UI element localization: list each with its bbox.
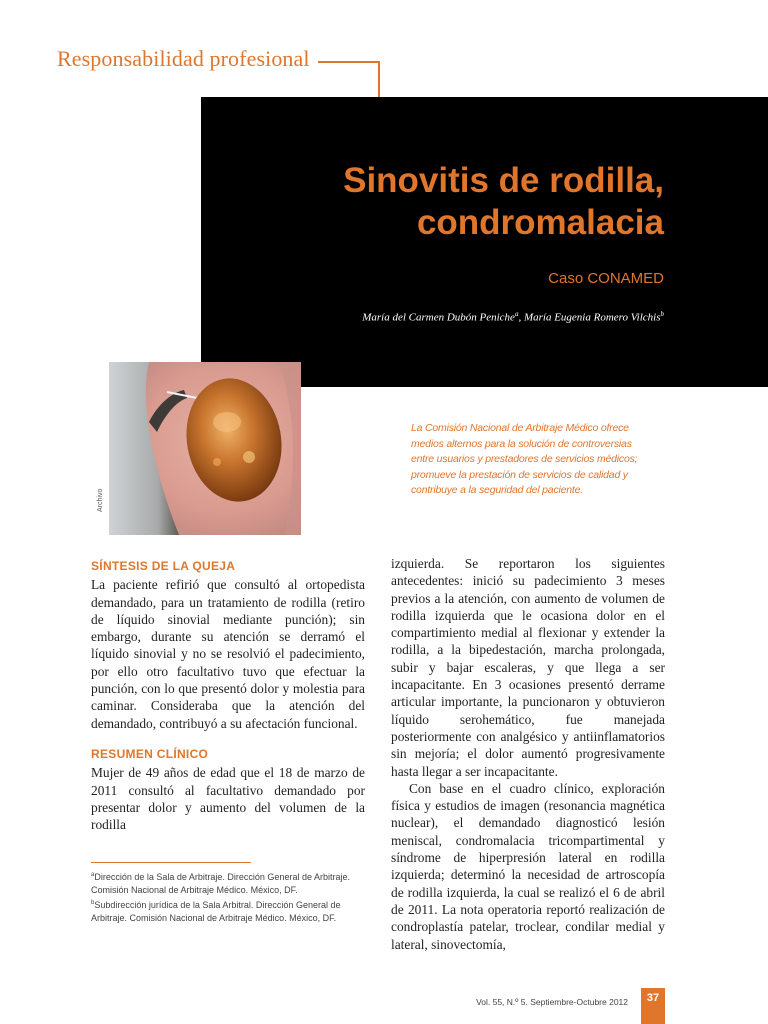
- title-line-1: Sinovitis de rodilla,: [343, 161, 664, 200]
- article-subtitle: Caso CONAMED: [548, 270, 664, 287]
- footnote-b-text: Subdirección jurídica de la Sala Arbitral. Dirección General de Arbitraje. Comisión Nacional de Arbitraje Médico. México, DF.: [91, 900, 341, 923]
- pull-quote: [411, 421, 651, 499]
- title-line-2: condromalacia: [416, 203, 664, 242]
- pull-quote-text: La Comisión Nacional de Arbitraje Médico ofrece medios alternos para la solución de controversias entre usuarios y prestadores de servicios médicos; promueve la prestación de servicios de calidad y contribuye a la seguridad del paciente.: [411, 422, 638, 496]
- author-line: [362, 310, 664, 324]
- section-label: Responsabilidad profesional: [57, 46, 310, 71]
- footnote-a: [91, 869, 371, 897]
- section-rule-vertical: [378, 61, 380, 97]
- footnote-a-text: Dirección de la Sala de Arbitraje. Dirección General de Arbitraje. Comisión Nacional de Arbitraje Médico. México, DF.: [91, 872, 350, 895]
- author-1-affiliation: a: [514, 310, 519, 318]
- author-1: María del Carmen Dubón Peniche: [362, 311, 515, 324]
- spacer: [91, 732, 365, 746]
- paragraph: Mujer de 49 años de edad que el 18 de marzo de 2011 consultó al facultativo demandado por presentar dolor y aumento del volumen de la rodilla: [91, 765, 365, 833]
- heading-resumen: RESUMEN CLÍNICO: [91, 746, 209, 761]
- footnote-b: [91, 897, 371, 925]
- arthroscopy-photo: [109, 362, 301, 535]
- author-2: María Eugenia Romero Vilchis: [523, 311, 661, 324]
- photo-credit: Archivo: [97, 488, 104, 512]
- author-2-affiliation: b: [660, 310, 664, 318]
- footnotes: [91, 869, 371, 925]
- paragraph: izquierda. Se reportaron los siguientes antecedentes: inició su padecimiento 3 meses previos a la atención, con aumento de volumen de rodilla izquierda que le ocasiona dolor en el compartimiento medial al flexionar y extender la rodilla, a la bipedestación, marcha prolongada, subir y bajar escaleras, y que llega a ser incapacitante. En 3 ocasiones presentó derrame articular importante, la puncionaron y obtuvieron líquido serohemático, fue manejada posteriormente con analgésico y antiinflamatorios sin mejoría; el dolor aumentó progresivamente hasta llegar a ser incapacitante.: [391, 556, 665, 779]
- left-column: [91, 558, 365, 833]
- heading-sintesis: SÍNTESIS DE LA QUEJA: [91, 559, 236, 573]
- footnote-a-marker: a: [91, 872, 95, 878]
- article-title: [343, 160, 664, 244]
- paragraph: La paciente refirió que consultó al ortopedista demandado, para un tratamiento de rodilla (retiro de líquido sinovial mediante punción); sin embargo, durante su atención se derramó el líquido sinovial y no se resolvió el padecimiento, por ello otro facultativo tuvo que efectuar la punción, con lo que presentó dolor y molestia para caminar. Consideraba que la atención del demandado, contribuyó a su afectación funcional.: [91, 577, 365, 731]
- paragraph: Con base en el cuadro clínico, exploración física y estudios de imagen (resonancia magnética nuclear), el demandado diagnosticó lesión meniscal, condromalacia tricompartimental y síndrome de hiperpresión lateral en rodilla izquierda; determinó la necesidad de artroscopía de rodilla izquierda, la cual se realizó el 6 de abril de 2011. La nota operatoria reportó realización de condroplastía patelar, troclear, condilar medial y lateral, sinovectomía,: [391, 780, 665, 952]
- author-separator: ,: [518, 311, 524, 324]
- page-number: 37: [646, 992, 660, 1004]
- section-rule: [318, 61, 380, 63]
- footnote-rule: [91, 862, 251, 863]
- right-column: [391, 555, 665, 953]
- footnote-b-marker: b: [91, 900, 95, 906]
- journal-citation: Vol. 55, N.º 5. Septiembre-Octubre 2012: [476, 997, 628, 1007]
